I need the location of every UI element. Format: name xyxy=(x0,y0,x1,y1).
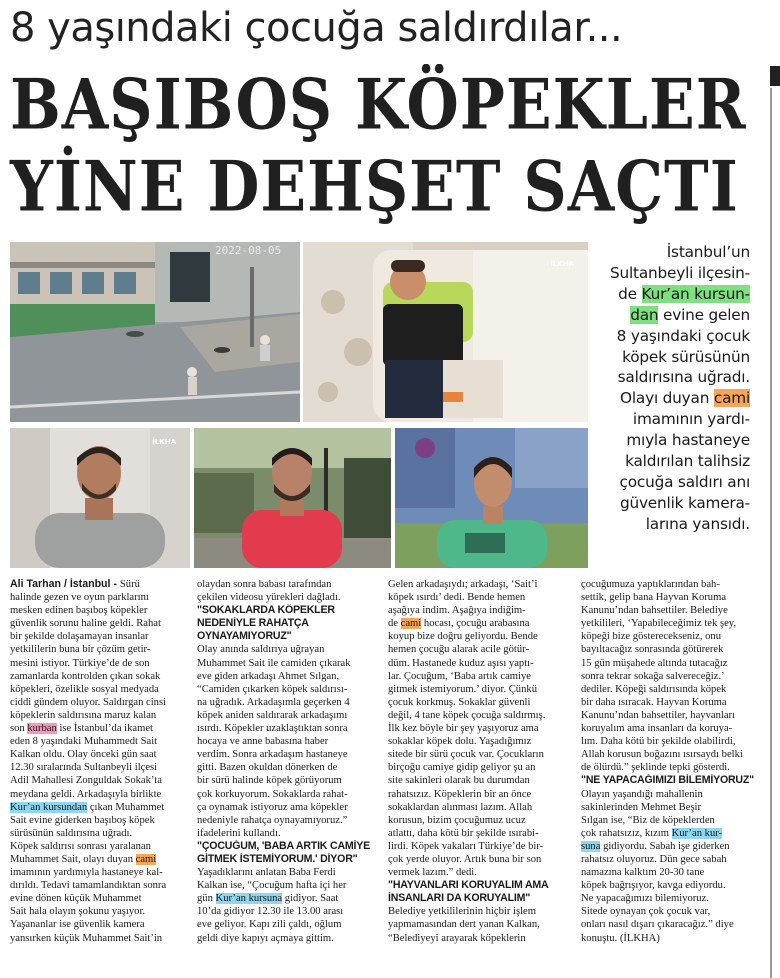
text-run: köpekleri, özelikle sosyal medyada xyxy=(10,683,159,695)
text-run: rahatsızız. Köpeklerin bir an önce xyxy=(388,788,532,800)
article-line xyxy=(197,722,375,735)
article-line xyxy=(10,801,188,814)
text-run: yetkilileri, ‘Yapabileceğimiz tek şey, xyxy=(581,618,737,630)
text-run: Muhammet Sait ile camiden çıkarak xyxy=(197,657,351,669)
article-line xyxy=(388,866,566,879)
article-line xyxy=(10,709,188,722)
text-run: konuştu. (İLKHA) xyxy=(581,932,660,944)
text-run: gün xyxy=(197,893,216,905)
article-line xyxy=(10,604,188,617)
text-run: bayıltacağız sonrasında götürerek xyxy=(581,644,724,656)
text-run: çocuğumuza yaptıklarından bah- xyxy=(581,579,720,590)
text-run: verdim. Sonra arkadaşım hastaneye xyxy=(197,749,348,761)
text-run: güvenlik sorunu haline geldi. Rahat xyxy=(10,618,161,630)
article-line xyxy=(10,788,188,801)
article-line xyxy=(197,761,375,774)
text-run: son xyxy=(10,723,28,735)
text-run: köpek bağrışıyor, kavga ediyordu. xyxy=(581,880,726,892)
text-run: saldırısına uğradı. xyxy=(617,368,750,387)
text-run: dırıldı. Tedavi tamamlandıktan sonra xyxy=(10,880,167,892)
article-line xyxy=(10,630,188,643)
article-line xyxy=(10,670,188,683)
article-line xyxy=(10,722,188,735)
article-line xyxy=(10,827,188,840)
highlighted-text: suna xyxy=(581,840,601,852)
text-run: Kanunu’ndan bahsettiler. Belediye xyxy=(581,605,728,617)
article-line xyxy=(388,657,566,670)
article-line xyxy=(388,761,566,774)
text-run: 15 gün müşahede altında tutacağız xyxy=(581,657,728,669)
article-line xyxy=(581,801,761,814)
article-line xyxy=(581,932,761,945)
text-run: Sait evine giderken başıboş köpek xyxy=(10,814,155,826)
article-line xyxy=(197,683,375,696)
highlighted-text: Kur’an kursun- xyxy=(641,284,750,303)
text-run: de ölürdü.” şeklinde tepki gösterdi. xyxy=(581,762,730,774)
article-line xyxy=(10,735,188,748)
article-line xyxy=(581,657,761,670)
text-run: sonra tekrar sokağa salvereceğiz.’ xyxy=(581,670,725,682)
text-run: sokaklar köpek dolu. Yaşadığımız xyxy=(388,736,532,748)
father-portrait-photo xyxy=(10,428,190,568)
article-line xyxy=(581,840,761,853)
text-run: ise İstanbul’da ikamet xyxy=(56,723,153,735)
subheading-text: "ÇOCUĞUM, 'BABA ARTIK CAMİYE xyxy=(197,839,371,852)
text-run: Ne yapacağımızı bilemiyoruz. xyxy=(581,893,709,905)
article-line xyxy=(388,683,566,696)
text-run: sürüsünün saldırısına uğradı. xyxy=(10,827,133,839)
lead-line xyxy=(598,451,750,472)
article-line xyxy=(10,696,188,709)
kicker-subtitle: 8 yaşındaki çocuğa saldırdılar... xyxy=(10,5,623,51)
cctv-street-photo xyxy=(10,242,300,422)
text-run: Yaşadıklarını anlatan Baba Ferdi xyxy=(197,867,336,879)
article-line xyxy=(197,892,375,905)
text-run: evine gelen xyxy=(658,305,750,324)
article-line xyxy=(581,617,761,630)
article-line xyxy=(581,748,761,761)
article-line xyxy=(197,670,375,683)
article-line xyxy=(10,892,188,905)
article-line xyxy=(581,814,761,827)
article-line xyxy=(197,866,375,879)
text-run: yetkililerin buna bir çözüm getir- xyxy=(10,644,151,656)
article-line xyxy=(197,918,375,931)
article-line xyxy=(581,683,761,696)
text-run: Gelen arkadaşıydı; arkadaşı, ‘Sait’i xyxy=(388,579,538,590)
article-line xyxy=(581,866,761,879)
article-line xyxy=(388,801,566,814)
article-column-4 xyxy=(581,578,761,945)
article-line xyxy=(581,722,761,735)
text-run: geldi diye kapıyı açmaya gittim. xyxy=(197,932,334,944)
lead-line xyxy=(598,263,750,284)
text-run: Allah korusun boğazını ısırsaydı belki xyxy=(581,749,743,761)
text-run: İlk kez böyle bir şey yaşıyoruz ama xyxy=(388,723,539,735)
article-column-3 xyxy=(388,578,566,945)
article-line xyxy=(388,774,566,787)
text-run: lar. Çocuğum, ‘Baba artık camiye xyxy=(388,670,531,682)
article-line xyxy=(388,696,566,709)
text-run: bir şekilde dolaşamayan insanlar xyxy=(10,631,149,643)
article-line xyxy=(388,932,566,945)
text-run: değil, 4 tane köpek çocuğa saldırmış. xyxy=(388,709,546,721)
friend-portrait-photo xyxy=(194,428,391,568)
agency-tag: İLKHA xyxy=(152,438,176,446)
article-line xyxy=(197,774,375,787)
article-line xyxy=(388,892,566,905)
byline-text: Ali Tarhan / İstanbul - xyxy=(10,578,120,590)
lead-line xyxy=(598,409,750,430)
article-line xyxy=(10,657,188,670)
article-line xyxy=(388,814,566,827)
lead-line xyxy=(598,472,750,493)
boy-portrait-photo xyxy=(395,428,588,568)
lead-line xyxy=(598,242,750,263)
text-run: Köpek saldırısı sonrası yaralanan xyxy=(10,840,151,852)
text-run: rahatsız oluyoruz. Dün gece sabah xyxy=(581,853,727,865)
text-run: “Belediyeyi arayarak köpeklerin xyxy=(388,932,526,944)
text-run: eve giden arkadaşı Ahmet Sılgan, xyxy=(197,670,340,682)
highlighted-text: kurban xyxy=(27,723,57,735)
text-run: ça oynamak istiyoruz ama köpekler xyxy=(197,801,348,813)
article-line xyxy=(197,735,375,748)
text-run: Kalkan ise, “Çocuğum hafta içi her xyxy=(197,880,347,892)
subheading-text: GİTMEK İSTEMİYORUM.' DİYOR" xyxy=(197,852,358,865)
article-line xyxy=(388,735,566,748)
text-run: birçoğu camiye gidip geliyor şu an xyxy=(388,762,536,774)
lead-line xyxy=(598,388,750,409)
text-run: İstanbul’un xyxy=(666,243,750,261)
text-run: koruyalım ama insanları da koruya- xyxy=(581,723,733,735)
article-line xyxy=(197,643,375,656)
article-line xyxy=(388,748,566,761)
text-run: eden 8 yaşındaki Muhammedt Sait xyxy=(10,736,158,748)
article-line xyxy=(581,591,761,604)
lead-paragraph xyxy=(598,242,750,535)
text-run: olaydan sonra babası tarafından xyxy=(197,579,332,590)
text-run: ısırdı. Köpekler uzaklaştıktan sonra xyxy=(197,723,348,735)
text-run: zamanlarda kontrolden çıkan sokak xyxy=(10,670,161,682)
page-edge-marker xyxy=(770,66,780,86)
text-run: çok yerde oluyor. Artık buna bir son xyxy=(388,853,542,865)
article-line xyxy=(388,604,566,617)
article-line xyxy=(10,591,188,604)
article-line xyxy=(581,892,761,905)
article-line xyxy=(197,905,375,918)
text-run: Olayın yaşandığı mahallenin xyxy=(581,788,703,800)
text-run: vermek lazım.” dedi. xyxy=(388,867,477,879)
article-line xyxy=(581,853,761,866)
text-run: gidiyordu. Sabah işe giderken xyxy=(600,840,730,852)
article-line xyxy=(10,774,188,787)
article-line xyxy=(10,840,188,853)
text-run: sokaklardan alınması lazım. Allah xyxy=(388,801,533,813)
text-run: Sılgan ise, “Biz de köpeklerden xyxy=(581,814,715,826)
article-line xyxy=(197,617,375,630)
article-line xyxy=(197,788,375,801)
cctv-timestamp: 2022-08-05 xyxy=(215,244,282,257)
text-run: ciddi gündem oluyor. Saldırgan cinsi xyxy=(10,696,167,708)
article-line xyxy=(581,709,761,722)
text-run: de xyxy=(388,618,401,630)
text-run: onları nasıl dışarı çıkaracağız.” diye xyxy=(581,919,734,931)
highlighted-text: Kur’an kursuna xyxy=(215,893,283,905)
text-run: köpeği bize gösterecekseniz, onu xyxy=(581,631,722,643)
article-line xyxy=(197,840,375,853)
lead-line xyxy=(598,284,750,305)
article-line xyxy=(10,761,188,774)
text-run: lirdi. Köpek vakaları Türkiye’de bir- xyxy=(388,840,544,852)
article-line xyxy=(10,879,188,892)
article-line xyxy=(10,617,188,630)
highlighted-text: Kur’an kur- xyxy=(671,827,723,839)
article-line xyxy=(197,696,375,709)
article-line xyxy=(388,591,566,604)
article-line xyxy=(581,879,761,892)
article-line xyxy=(388,788,566,801)
article-line xyxy=(10,683,188,696)
text-run: yapmamasından dert yanan Kalkan, xyxy=(388,919,540,931)
article-line xyxy=(388,879,566,892)
article-line xyxy=(388,670,566,683)
highlighted-text: dan xyxy=(630,305,659,324)
article-line xyxy=(10,748,188,761)
text-run: gitmek istemiyorum.’ diyor. Çünkü xyxy=(388,683,537,695)
text-run: korusun, bizim çocuğumuz ucuz xyxy=(388,814,526,826)
article-line xyxy=(197,879,375,892)
highlighted-text: cami xyxy=(713,389,750,408)
text-run: halinde gezen ve oyun parklarını xyxy=(10,592,149,604)
text-run: dediler. Köpeği saldırısında köpek xyxy=(581,683,727,695)
article-column-1 xyxy=(10,578,188,945)
text-run: köpeklerin saldırısına maruz kalan xyxy=(10,709,157,721)
text-run: sakinlerinden Mehmet Beşir xyxy=(581,801,702,813)
text-run: mıyla hastaneye xyxy=(626,431,750,450)
text-run: 8 yaşındaki çocuk xyxy=(616,326,750,345)
article-line xyxy=(581,918,761,931)
text-run: Yaşananlar ise güvenlik kamera xyxy=(10,919,145,931)
text-run: gitti. Bazen okuldan dönerken de xyxy=(197,762,338,774)
article-column-2 xyxy=(197,578,375,945)
article-line xyxy=(388,905,566,918)
text-run: lım. Daha kötü bir şekilde olabilirdi, xyxy=(581,736,736,748)
text-run: eve geliyor. Kapı zili çaldı, oğlum xyxy=(197,919,342,931)
article-line xyxy=(197,853,375,866)
highlighted-text: cami xyxy=(135,853,157,865)
article-line xyxy=(581,578,761,591)
text-run: ifadelerini kullandı. xyxy=(197,827,281,839)
article-line xyxy=(197,932,375,945)
article-line xyxy=(581,670,761,683)
text-run: Kalkan oldu. Olay önceki gün saat xyxy=(10,749,157,761)
article-line xyxy=(10,866,188,879)
article-line xyxy=(10,643,188,656)
article-line xyxy=(197,604,375,617)
article-line xyxy=(388,827,566,840)
article-line xyxy=(581,788,761,801)
article-line xyxy=(197,801,375,814)
text-run: güvenlik kamera- xyxy=(619,493,750,512)
article-line xyxy=(388,643,566,656)
article-line xyxy=(581,643,761,656)
text-run: larına yansıdı. xyxy=(645,514,750,533)
text-run: gidiyor. Saat xyxy=(282,893,339,905)
article-line xyxy=(388,840,566,853)
text-run: Olay anında saldırıya uğrayan xyxy=(197,644,325,656)
text-run: hocası, çocuğu arabasına xyxy=(421,618,530,630)
subheading-text: "SOKAKLARDA KÖPEKLER xyxy=(197,604,335,617)
headline-line-1: BAŞIBOŞ KÖPEKLER xyxy=(10,65,747,146)
lead-line xyxy=(598,430,750,451)
subheading-text: "HAYVANLARI KORUYALIM AMA xyxy=(388,879,549,892)
text-run: aşağıya indim. Aşağıya indiğim- xyxy=(388,605,526,617)
text-run: koyup bize doğru geliyordu. Bende xyxy=(388,631,538,643)
lead-line xyxy=(598,305,750,326)
text-run: na uğradık. Arkadaşımla geçerken 4 xyxy=(197,696,350,708)
text-run: de xyxy=(618,284,642,303)
highlighted-text: cami xyxy=(400,618,422,630)
text-run: hocaya ve anne babasına haber xyxy=(197,736,329,748)
text-run: mesini istiyor. Türkiye’de de son xyxy=(10,657,150,669)
text-run: atlattı, daha kötü bir şekilde ısırabi- xyxy=(388,827,539,839)
text-run: imamının yardımıyla hastaneye kal- xyxy=(10,867,163,879)
text-run: Sultanbeyli ilçesin- xyxy=(609,263,750,282)
text-run: 12.30 sıralarında Sultanbeyli ilçesi xyxy=(10,762,158,774)
article-line xyxy=(388,709,566,722)
article-line xyxy=(581,604,761,617)
article-line xyxy=(197,748,375,761)
text-run: çok korkuyorum. Sokaklarda rahat- xyxy=(197,788,348,800)
article-line xyxy=(581,735,761,748)
text-run: çekilen videosu yürekleri dağladı. xyxy=(197,592,341,604)
text-run: Belediye yetkililerinin hiçbir işlem xyxy=(388,906,536,918)
text-run: “Camiden çıkarken köpek saldırısı- xyxy=(197,683,348,695)
article-line xyxy=(197,827,375,840)
text-run: çıkan Muhammet xyxy=(87,801,165,813)
subheading-text: İNSANLARI DA KORUYALIM" xyxy=(388,892,531,905)
text-run: yansırken küçük Muhammet Sait’in xyxy=(10,932,163,944)
article-line xyxy=(388,617,566,630)
text-run: Muhammet Sait, olayı duyan xyxy=(10,853,136,865)
text-run: Olayı duyan xyxy=(620,389,714,408)
article-line xyxy=(10,918,188,931)
text-run: çocuğa saldırı anı xyxy=(619,472,750,491)
article-line xyxy=(197,578,375,591)
subheading-text: NEDENİYLE RAHATÇA xyxy=(197,617,309,630)
text-run: 10’da gidiyor 12.30 ile 13.00 arası xyxy=(197,906,344,918)
text-run: Sait hala olayın şokunu yaşıyor. xyxy=(10,906,146,918)
article-line xyxy=(197,709,375,722)
article-line xyxy=(581,827,761,840)
highlighted-text: Kur’an kursundan xyxy=(10,801,88,813)
text-run: imamının yardı- xyxy=(632,410,750,429)
text-run: sitede bir sürü çocuk var. Çocukların xyxy=(388,749,544,761)
article-line xyxy=(581,905,761,918)
text-run: evine dönen küçük Muhammet xyxy=(10,893,142,905)
text-run: Adil Mahallesi Zonguldak Sokak’ta xyxy=(10,775,162,787)
article-line xyxy=(388,722,566,735)
article-line xyxy=(10,905,188,918)
article-line xyxy=(10,814,188,827)
lead-line xyxy=(598,514,750,535)
text-run: çocuk korkmuş. Sokaklar güvenli xyxy=(388,696,531,708)
article-line xyxy=(10,932,188,945)
injured-boy-photo xyxy=(303,242,588,422)
text-run: bir sürü halinde köpek görüyorum xyxy=(197,775,342,787)
article-line xyxy=(581,774,761,787)
headline-line-2: YİNE DEHŞET SAÇTI xyxy=(10,147,739,228)
article-line xyxy=(388,578,566,591)
lead-line xyxy=(598,367,750,388)
text-run: köpek aniden saldırarak arkadaşımı xyxy=(197,709,348,721)
text-run: nedeniyle rahatça oynayamıyoruz.” xyxy=(197,814,348,826)
article-line xyxy=(388,918,566,931)
page-edge-rule xyxy=(770,88,772,978)
subheading-text: OYNAYAMIYORUZ" xyxy=(197,630,292,643)
lead-line xyxy=(598,326,750,347)
text-run: düm. Hastanede kuduz aşısı yaptı- xyxy=(388,657,534,669)
article-line xyxy=(10,578,188,591)
text-run: settik, gelip bana Hayvan Koruma xyxy=(581,592,727,604)
text-run: namazına kalktım 20-30 tane xyxy=(581,867,705,879)
text-run: bir daha ısıracak. Hayvan Koruma xyxy=(581,696,727,708)
article-line xyxy=(197,591,375,604)
text-run: Sitede oynayan çok çocuk var, xyxy=(581,906,711,918)
lead-line xyxy=(598,347,750,368)
article-line xyxy=(581,696,761,709)
subheading-text: "NE YAPACAĞIMIZI BİLEMİYORUZ" xyxy=(581,774,754,787)
article-line xyxy=(581,761,761,774)
lead-line xyxy=(598,493,750,514)
text-run: köpek ısırdı’ dedi. Bende hemen xyxy=(388,592,526,604)
text-run: site sakinleri olarak bu durumdan xyxy=(388,775,530,787)
article-line xyxy=(388,630,566,643)
text-run: hemen çocuğu alarak acile götür- xyxy=(388,644,529,656)
agency-tag: İLKHA xyxy=(550,260,574,268)
article-line xyxy=(197,630,375,643)
text-run: mesken edinen başıboş köpekler xyxy=(10,605,148,617)
article-line xyxy=(388,853,566,866)
text-run: Kanunu’ndan bahsettiler, hayvanları xyxy=(581,709,736,721)
text-run: Sürü xyxy=(119,579,140,590)
text-run: köpek sürüsünün xyxy=(622,347,750,366)
text-run: kaldırılan talihsiz xyxy=(625,452,750,471)
article-line xyxy=(10,853,188,866)
article-line xyxy=(581,630,761,643)
article-line xyxy=(197,657,375,670)
article-line xyxy=(197,814,375,827)
text-run: meydana geldi. Arkadaşıyla birlikte xyxy=(10,788,162,800)
text-run: çok rahatsızız, kızım xyxy=(581,827,672,839)
